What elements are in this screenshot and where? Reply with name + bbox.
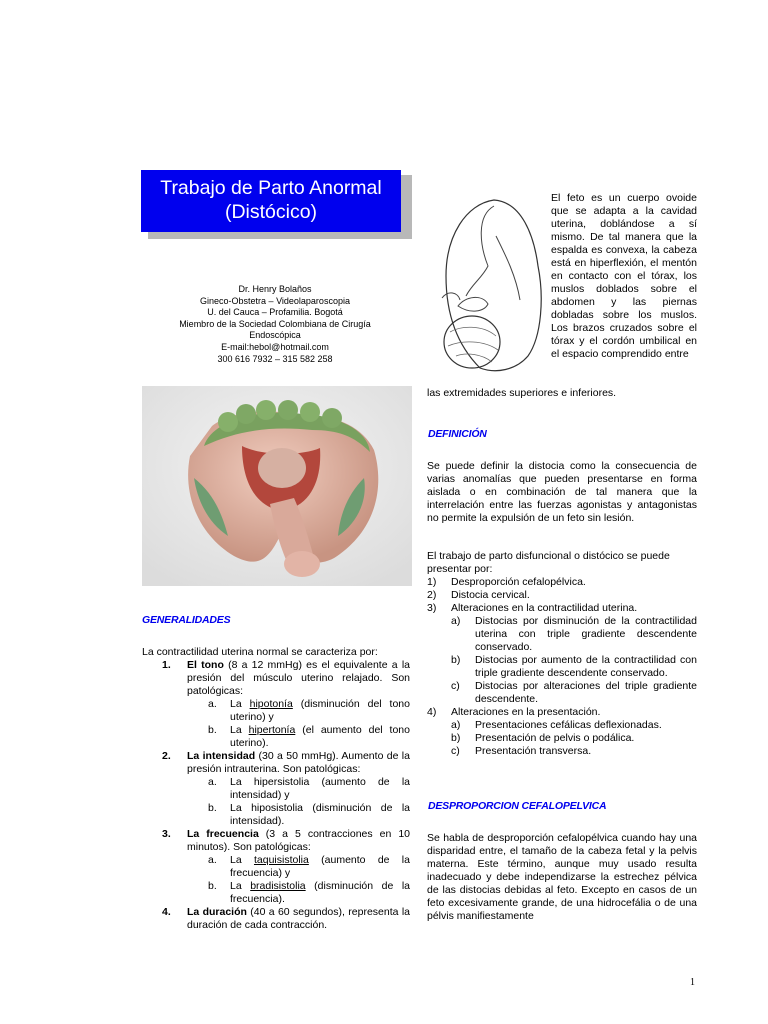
item-term: La frecuencia [187, 828, 259, 840]
item-number: 2. [162, 750, 171, 762]
title-line-2: (Distócico) [224, 201, 318, 223]
sub-item [208, 776, 410, 802]
sub-text: La hipersistolia (aumento de la intensidad) y [230, 776, 410, 801]
sub-text: Presentación de pelvis o podálica. [475, 732, 635, 744]
sub-item [208, 854, 410, 880]
sub-letter: c) [451, 745, 460, 757]
item-number: 3. [162, 828, 171, 840]
sub-text: Presentación transversa. [475, 745, 592, 757]
sub-letter: b. [208, 724, 217, 736]
sub-letter: a. [208, 776, 217, 788]
author-name: Dr. Henry Bolaños [238, 284, 312, 294]
sub-item [451, 745, 697, 758]
sub-text: (aumento de la frecuencia) y [230, 854, 410, 879]
sub-term: hipotonía [249, 698, 293, 710]
item-text: (30 a 50 mmHg). Aumento de la presión intrauterina. Son patológicas: [187, 750, 410, 775]
sub-item [208, 880, 410, 906]
item-term: La duración [187, 906, 247, 918]
author-membership: Miembro de la Sociedad Colombiana de Cirugía [179, 318, 371, 329]
sub-text: Presentaciones cefálicas deflexionadas. [475, 719, 662, 731]
list-item [162, 906, 410, 932]
desproporcion-heading: DESPROPORCION CEFALOPELVICA [428, 800, 607, 812]
list-item [162, 750, 410, 828]
item-number: 3) [427, 602, 437, 614]
title-line-1: Trabajo de Parto Anormal [160, 177, 382, 199]
author-block [150, 284, 400, 365]
sub-term: hipertonía [248, 724, 296, 736]
sub-letter: b) [451, 732, 461, 744]
trabajo-intro: El trabajo de parto disfuncional o distócico se puede presentar por: [427, 550, 670, 575]
item-number: 1. [162, 659, 171, 671]
sub-text: La hiposistolia (disminución de la intensidad). [230, 802, 410, 827]
sub-text: Distocias por disminución de la contractilidad uterina con triple gradiente descendente conservado. [475, 615, 697, 653]
sub-text: Distocias por alteraciones del triple gradiente descendente. [475, 680, 697, 705]
sub-text: (disminución del tono uterino) y [230, 698, 410, 723]
document-title [141, 170, 401, 232]
sub-item [208, 802, 410, 828]
sub-letter: a. [208, 854, 217, 866]
sub-text: Distocias por aumento de la contractilidad con triple gradiente descendente conservado. [475, 654, 697, 679]
generalidades-heading: GENERALIDADES [142, 614, 231, 626]
item-number: 1) [427, 576, 437, 588]
contractility-list [162, 659, 410, 932]
item-term: La intensidad [187, 750, 256, 762]
list-item [427, 589, 697, 602]
list-item [162, 828, 410, 906]
item-text: Distocia cervical. [451, 589, 530, 601]
list-item [427, 602, 697, 706]
author-specialty: Gineco-Obstetra – Videolaparoscopia [200, 295, 350, 306]
item-text: (8 a 12 mmHg) es el equivalente a la presión del músculo uterino relajado. Son patológicas: [187, 659, 410, 697]
uterus-model-photo [142, 386, 412, 586]
item-number: 4. [162, 906, 171, 918]
sub-text: La [230, 698, 250, 710]
sub-letter: a) [451, 719, 461, 731]
sub-item [208, 698, 410, 724]
list-item [427, 706, 697, 758]
list-item [427, 576, 697, 589]
sub-letter: b) [451, 654, 461, 666]
sub-letter: b. [208, 880, 217, 892]
desproporcion-text: Se habla de desproporción cefalopélvica cuando hay una disparidad entre, el tamaño de la cabeza fetal y la pelvis materna. Este término, aunque muy usado resulta inadecuado y debe independizarse la estrechez pélvica de las distocias debidas al feto. Excepto en casos de un feto excesivamente grande, de una hidrocefália o de una pélvis manifiestamente [427, 832, 697, 922]
item-number: 2) [427, 589, 437, 601]
item-term: El tono [187, 659, 224, 671]
list-item [162, 659, 410, 750]
item-number: 4) [427, 706, 437, 718]
sub-letter: c) [451, 680, 460, 692]
sub-text: (el aumento del tono uterino). [230, 724, 410, 749]
item-text: Desproporción cefalopélvica. [451, 576, 586, 588]
sub-term: taquisistolia [253, 854, 309, 866]
sub-letter: a. [208, 698, 217, 710]
dystocia-causes-list [427, 576, 697, 758]
sub-text: La [230, 854, 254, 866]
definicion-text: Se puede definir la distocia como la consecuencia de varias anomalías que pueden presentarse en forma aislada o en combinación de tal manera que la interrelación entre las fuerzas agonistas y antagonistas no permite la expulsión de un feto sin lesión. [427, 460, 697, 524]
definicion-heading: DEFINICIÓN [428, 428, 487, 440]
fetus-description: El feto es un cuerpo ovoide que se adapta a la cavidad uterina, doblándose a sí mismo. De tal manera que la espalda es convexa, la cabeza está en hiperflexión, el mentón en contacto con el tórax, los muslos doblados sobre el abdomen y las piernas dobladas sobre los muslos. Los brazos cruzados sobre el tórax y el cordón umbilical en el espacio comprendido entre [551, 192, 697, 360]
author-email: E-mail:hebol@hotmail.com [221, 341, 329, 352]
generalidades-intro: La contractilidad uterina normal se caracteriza por: [142, 646, 378, 658]
sub-item [451, 719, 697, 732]
sub-item [451, 680, 697, 706]
sub-term: bradisistolia [250, 880, 306, 892]
page-number: 1 [690, 977, 695, 988]
fetus-description-tail: las extremidades superiores e inferiores. [427, 387, 617, 399]
sub-text: La [230, 880, 251, 892]
fetus-illustration [436, 196, 546, 376]
item-text: Alteraciones en la presentación. [451, 706, 601, 718]
sub-item [451, 654, 697, 680]
item-text: (40 a 60 segundos), representa la duración de cada contracción. [187, 906, 410, 931]
author-phone: 300 616 7932 – 315 582 258 [217, 353, 333, 364]
sub-letter: a) [451, 615, 461, 627]
sub-letter: b. [208, 802, 217, 814]
author-institution: U. del Cauca – Profamilia. Bogotá [207, 307, 343, 318]
sub-item [451, 615, 697, 654]
author-membership-2: Endoscópica [249, 330, 301, 341]
item-text: (3 a 5 contracciones en 10 minutos). Son patológicas: [187, 828, 410, 853]
sub-text: (disminución de la frecuencia). [230, 880, 410, 905]
item-text: Alteraciones en la contractilidad uterina. [451, 602, 638, 614]
sub-item [451, 732, 697, 745]
sub-text: La [230, 724, 249, 736]
sub-item [208, 724, 410, 750]
